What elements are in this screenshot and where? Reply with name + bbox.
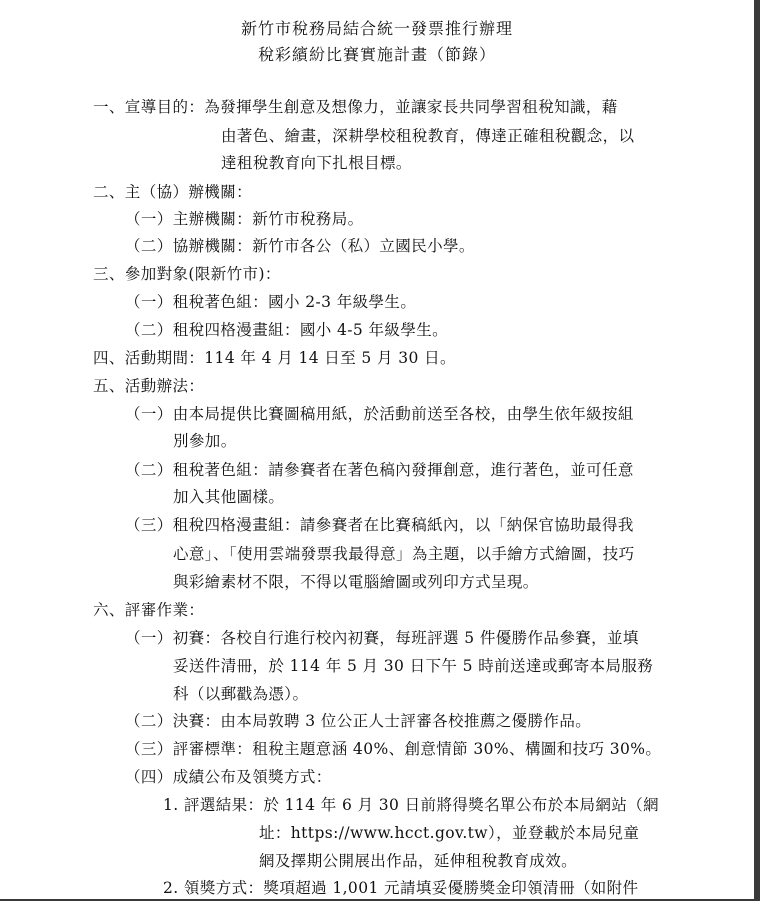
section-3-item-2: （二）租稅四格漫畫組：國小 4-5 年級學生。 — [125, 321, 449, 339]
section-6-item-1: （一）初賽：各校自行進行校內初賽，每班評選 5 件優勝作品參賽，並填 — [125, 629, 639, 647]
section-4-period: 四、活動期間：114 年 4 月 14 日至 5 月 30 日。 — [93, 349, 456, 367]
section-6-item-1-cont: 妥送件清冊，於 114 年 5 月 30 日下午 5 時前送達或郵寄本局服務 — [173, 657, 654, 675]
section-1-purpose-cont: 由著色、繪畫，深耕學校租稅教育，傳達正確租稅觀念，以 — [221, 127, 635, 145]
section-2-item-2: （二）協辦機關：新竹市各公（私）立國民小學。 — [125, 237, 475, 255]
section-6-item-1-cont: 科（以郵戳為憑）。 — [173, 685, 309, 703]
section-6-item-4-sub-1: 1. 評選結果：於 114 年 6 月 30 日前將得獎名單公布於本局網站（網 — [163, 796, 660, 814]
section-5-methods: 五、活動辦法： — [93, 377, 205, 395]
section-1-purpose: 一、宣導目的：為發揮學生創意及想像力，並讓家長共同學習租稅知識，藉 — [93, 98, 618, 116]
section-6-item-3: （三）評審標準：租稅主題意涵 40%、創意情節 30%、構圖和技巧 30%。 — [125, 740, 662, 758]
page-edge-right — [754, 0, 760, 901]
section-5-item-2: （二）租稅著色組：請參賽者在著色稿內發揮創意，進行著色，並可任意 — [125, 461, 634, 479]
section-5-item-3-cont: 心意」、「使用雲端發票我最得意」為主題，以手繪方式繪圖，技巧 — [173, 545, 635, 563]
section-5-item-3-cont: 與彩繪素材不限，不得以電腦繪圖或列印方式呈現。 — [173, 573, 539, 591]
document-title-line-2: 稅彩繽紛比賽實施計畫（節錄） — [257, 45, 496, 64]
document-title-line-1: 新竹市稅務局結合統一發票推行辦理 — [240, 19, 513, 38]
section-3-item-1: （一）租稅著色組：國小 2-3 年級學生。 — [125, 293, 417, 311]
section-5-item-1: （一）由本局提供比賽圖稿用紙，於活動前送至各校，由學生依年級按組 — [125, 405, 634, 423]
section-6-item-2: （二）決賽：由本局敦聘 3 位公正人士評審各校推薦之優勝作品。 — [125, 712, 592, 730]
section-5-item-3: （三）租稅四格漫畫組：請參賽者在比賽稿紙內，以「納保官協助最得我 — [125, 516, 634, 534]
section-6-item-4-sub-2: 2. 領獎方式：獎項超過 1,001 元請填妥優勝獎金印領清冊（如附件 — [163, 879, 639, 897]
section-2-organizers: 二、主（協）辦機關： — [93, 183, 253, 201]
section-6-item-4: （四）成績公布及領獎方式： — [125, 768, 332, 786]
section-6-judging: 六、評審作業： — [93, 601, 205, 619]
section-2-item-1: （一）主辦機關：新竹市稅務局。 — [125, 210, 364, 228]
section-6-item-4-sub-1-cont: 網及擇期公開展出作品，延伸租稅教育成效。 — [259, 852, 578, 870]
section-5-item-1-cont: 別參加。 — [173, 432, 237, 450]
section-5-item-2-cont: 加入其他圖樣。 — [173, 488, 285, 506]
section-1-purpose-cont: 達租稅教育向下扎根目標。 — [221, 154, 412, 172]
section-3-participants: 三、參加對象(限新竹市)： — [93, 265, 281, 283]
section-6-item-4-sub-1-cont: 址：https://www.hcct.gov.tw），並登載於本局兒童 — [259, 824, 640, 842]
